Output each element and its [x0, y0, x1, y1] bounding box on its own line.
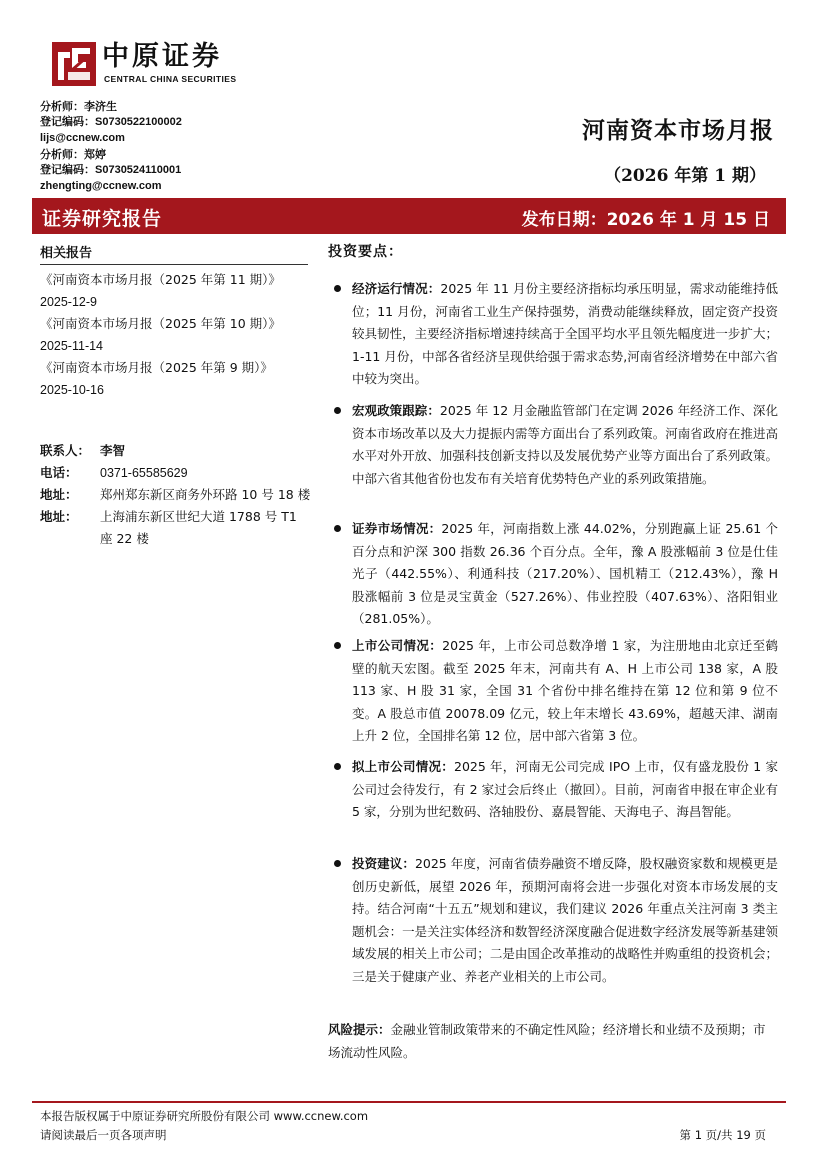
point-advice: [328, 853, 778, 988]
contact-person: 李智: [100, 443, 126, 458]
risk-label: 风险提示：: [328, 1022, 391, 1037]
point-text: [352, 756, 778, 824]
footer-copyright: 本报告版权属于中原证券研究所股份有限公司 www.ccnew.com: [40, 1109, 369, 1123]
contact-label: 电话：: [40, 465, 78, 480]
analyst-row: [40, 99, 182, 114]
register-label: 登记编码：: [40, 162, 95, 176]
bullet-icon: [334, 285, 341, 292]
logo-name-en: CENTRAL CHINA SECURITIES: [104, 74, 237, 84]
analyst-label: 分析师：: [40, 147, 84, 161]
point-body: 2025 年度，河南省债券融资不增反降，股权融资家数和规模更是创历史新低，展望 2026 年，预期河南将会进一步强化对资本市场发展的支持。结合河南“十五五”规划和建议，我们建议 2026 年重点关注河南 3 类主题机会：一是关注实体经济和数智经济深度融合促进数字经济发展等新基建领域发展的相关上市公司；二是由国企改革推动的战略性并购重组的投资机会；三是关于健康产业、养老产业相关的上市公司。: [352, 856, 778, 984]
contact-label: 联系人：: [40, 443, 91, 458]
point-title: 拟上市公司情况：: [352, 759, 455, 774]
analyst-row: [40, 178, 182, 194]
register-code: S0730522100002: [95, 116, 182, 129]
company-logo: [52, 40, 262, 90]
analyst-label: 分析师：: [40, 100, 84, 113]
point-body: 2025 年，河南指数上涨 44.02%，分别跑赢上证 25.61 个百分点和沪深 300 指数 26.36 个百分点。全年，豫 A 股涨幅前 3 位是仕佳光子（442.55%）、利通科技（217.20%）、国机精工（212.43%），豫 H 股涨幅前 3 位是灵宝黄金（527.26%）、伟业控股（407.63%）、洛阳钼业（281.05%）。: [352, 521, 778, 626]
point-body: 2025 年，河南无公司完成 IPO 上市，仅有盛龙股份 1 家公司过会待发行，有 2 家过会后终止（撤回）。目前，河南省申报在审企业有 5 家，分别为世纪数码、洛轴股份、嘉晨智能、天海电子、海昌智能。: [352, 759, 778, 819]
related-reports: [40, 242, 310, 401]
related-report-title[interactable]: 《河南资本市场月报（2025 年第 11 期）》: [40, 272, 281, 287]
contact-row: [40, 506, 312, 550]
point-title: 经济运行情况：: [352, 281, 441, 296]
analyst-row: [40, 114, 182, 130]
point-body: 2025 年 11 月份主要经济指标均承压明显，需求动能维持低位；11 月份，河南省工业生产保持强势，消费动能继续释放，固定资产投资较具韧性，主要经济指标增速持续高于全国平均水平且领先幅度进一步扩大；1-11 月份，中部各省经济呈现供给强于需求态势,河南省经济增势在中部六省中较为突出。: [352, 281, 778, 386]
analyst-row: [40, 130, 182, 146]
point-listed: [328, 635, 778, 748]
contact-row: [40, 462, 312, 484]
report-title: 河南资本市场月报: [582, 117, 774, 144]
analyst-email[interactable]: lijs@ccnew.com: [40, 132, 125, 145]
report-issue: （2026 年第 1 期）: [604, 166, 766, 186]
related-report-date: 2025-10-16: [40, 383, 104, 397]
related-report-date: 2025-11-14: [40, 339, 104, 353]
analyst-row: [40, 147, 182, 162]
bullet-icon: [334, 642, 341, 649]
analyst-row: [40, 162, 182, 178]
point-body: 2025 年 12 月金融监管部门在定调 2026 年经济工作、深化资本市场改革以及大力提振内需等方面出台了系列政策。河南省政府在推进高水平对外开放、加强科技创新支持以及发展优势产业等方面出台了系列政策。中部六省其他省份也发布有关培育优势特色产业的系列政策措施。: [352, 403, 778, 486]
analyst-email[interactable]: zhengting@ccnew.com: [40, 180, 162, 193]
register-code: S0730524110001: [95, 163, 182, 176]
analyst-name: 郑婷: [84, 147, 106, 161]
related-report-title[interactable]: 《河南资本市场月报（2025 年第 10 期）》: [40, 316, 281, 331]
point-title: 投资建议：: [352, 856, 415, 871]
related-report-title[interactable]: 《河南资本市场月报（2025 年第 9 期）》: [40, 360, 273, 375]
analyst-info: [40, 99, 182, 194]
point-policy: [328, 400, 778, 490]
contact-address: 郑州郑东新区商务外环路 10 号 18 楼: [100, 487, 311, 502]
footer-disclaimer: 请阅读最后一页各项声明: [40, 1128, 167, 1142]
contact-row: [40, 440, 312, 462]
report-banner: [32, 198, 786, 234]
point-title: 宏观政策跟踪：: [352, 403, 440, 418]
point-text: [352, 635, 778, 748]
contact-row: [40, 484, 312, 506]
contact-label: 地址：: [40, 487, 78, 502]
related-report-date: 2025-12-9: [40, 295, 97, 309]
point-title: 上市公司情况：: [352, 638, 443, 653]
point-body: 2025 年，上市公司总数净增 1 家，为注册地由北京迁至鹤壁的航天宏图。截至 2025 年末，河南共有 A、H 上市公司 138 家，A 股 113 家、H 股 31 家，全国 31 个省份中排名维持在第 12 位和第 9 位不变。A 股总市值 20078.09 亿元，较上年末增长 43.69%，超越天津、湖南上升 2 位，全国排名第 12 位，居中部六省第 3 位。: [352, 638, 778, 743]
investment-heading: 投资要点：: [328, 244, 403, 260]
logo-mark-icon: [52, 42, 96, 86]
point-text: [352, 400, 778, 490]
point-text: [352, 518, 778, 631]
point-text: [352, 278, 778, 391]
bullet-icon: [334, 407, 341, 414]
investment-highlights: [328, 241, 778, 261]
point-economy: [328, 278, 778, 391]
publish-date: 发布日期：2026 年 1 月 15 日: [521, 210, 770, 230]
contact-address: 上海浦东新区世纪大道 1788 号 T1 座 22 楼: [100, 509, 297, 546]
footer-divider: [32, 1101, 786, 1103]
contact-phone: 0371-65585629: [100, 466, 188, 480]
point-market: [328, 518, 778, 631]
report-type: 证券研究报告: [42, 208, 163, 230]
point-text: [352, 853, 778, 988]
contact-label: 地址：: [40, 509, 78, 524]
bullet-icon: [334, 860, 341, 867]
point-title: 证券市场情况：: [352, 521, 442, 536]
register-label: 登记编码：: [40, 115, 95, 129]
related-reports-heading: 相关报告: [40, 242, 308, 265]
risk-warning: [328, 1018, 778, 1064]
risk-body: 金融业管制政策带来的不确定性风险；经济增长和业绩不及预期；市场流动性风险。: [328, 1022, 766, 1060]
bullet-icon: [334, 525, 341, 532]
contact-info: [40, 440, 312, 550]
bullet-icon: [334, 763, 341, 770]
point-ipo: [328, 756, 778, 824]
analyst-name: 李济生: [84, 100, 117, 113]
logo-name-cn: 中原证券: [102, 41, 222, 72]
page-number: 第 1 页/共 19 页: [679, 1128, 766, 1142]
